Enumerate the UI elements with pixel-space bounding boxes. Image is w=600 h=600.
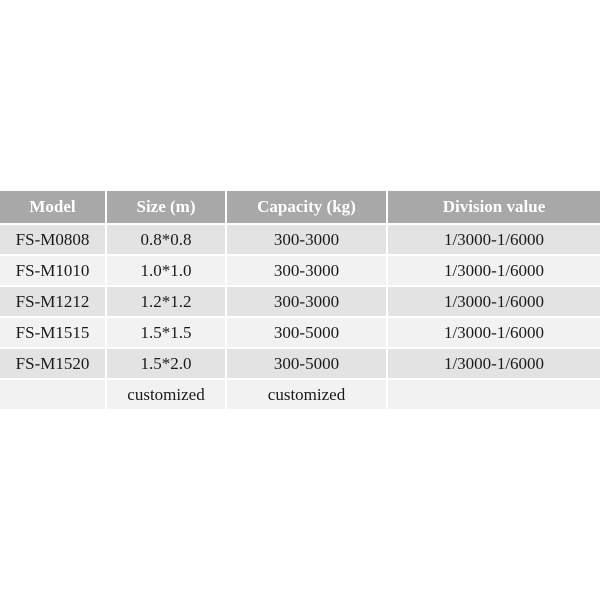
table-row bbox=[0, 223, 600, 254]
cell-division-value bbox=[388, 378, 600, 409]
table-header-row bbox=[0, 191, 600, 223]
cell-model: FS-M1515 bbox=[0, 316, 107, 347]
cell-division-value: 1/3000-1/6000 bbox=[388, 347, 600, 378]
cell-model: FS-M0808 bbox=[0, 223, 107, 254]
header-capacity: Capacity (kg) bbox=[227, 191, 388, 223]
cell-model: FS-M1212 bbox=[0, 285, 107, 316]
cell-size: 1.5*2.0 bbox=[107, 347, 227, 378]
cell-size: 1.2*1.2 bbox=[107, 285, 227, 316]
cell-division-value: 1/3000-1/6000 bbox=[388, 223, 600, 254]
cell-size: 0.8*0.8 bbox=[107, 223, 227, 254]
cell-size: customized bbox=[107, 378, 227, 409]
cell-capacity: 300-5000 bbox=[227, 347, 388, 378]
cell-capacity: 300-5000 bbox=[227, 316, 388, 347]
cell-model bbox=[0, 378, 107, 409]
header-division-value: Division value bbox=[388, 191, 600, 223]
cell-capacity: customized bbox=[227, 378, 388, 409]
cell-size: 1.0*1.0 bbox=[107, 254, 227, 285]
cell-division-value: 1/3000-1/6000 bbox=[388, 316, 600, 347]
cell-model: FS-M1520 bbox=[0, 347, 107, 378]
table-row bbox=[0, 254, 600, 285]
table-row bbox=[0, 378, 600, 409]
table-row bbox=[0, 316, 600, 347]
table-row bbox=[0, 285, 600, 316]
cell-model: FS-M1010 bbox=[0, 254, 107, 285]
cell-division-value: 1/3000-1/6000 bbox=[388, 285, 600, 316]
cell-size: 1.5*1.5 bbox=[107, 316, 227, 347]
cell-division-value: 1/3000-1/6000 bbox=[388, 254, 600, 285]
table-row bbox=[0, 347, 600, 378]
cell-capacity: 300-3000 bbox=[227, 254, 388, 285]
spec-table bbox=[0, 191, 600, 409]
cell-capacity: 300-3000 bbox=[227, 223, 388, 254]
cell-capacity: 300-3000 bbox=[227, 285, 388, 316]
header-model: Model bbox=[0, 191, 107, 223]
header-size: Size (m) bbox=[107, 191, 227, 223]
